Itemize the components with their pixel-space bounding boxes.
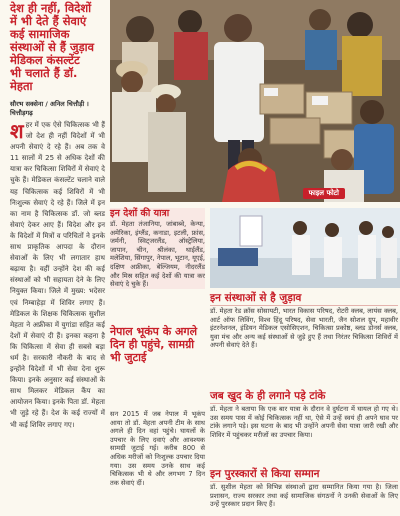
second-photo	[210, 208, 400, 288]
photo-caption: फाइल फोटो	[303, 188, 345, 199]
accident-title: जब खुद के ही लगाने पड़े टांके	[210, 390, 398, 404]
photo-illustration	[110, 0, 400, 202]
associations-section	[210, 292, 398, 350]
headline-line-5: मेडिकल कंसल्टेंट	[10, 53, 80, 67]
countries-section	[110, 208, 205, 289]
awards-text: डॉ. सुशील मेहता को विभिन्न संस्थाओं द्वारा सम्मानित किया गया है। जिला प्रशासन, राज्य सरकार तथा कई सामाजिक संगठनों ने उनकी सेवाओं के लिए उन्हें पुरस्कार प्रदान किए हैं।	[210, 483, 398, 509]
nepal-title: नेपाल भूकंप के अगले दिन ही पहुंचे, सामग्री भी जुटाई	[110, 325, 198, 364]
nepal-section	[110, 325, 205, 364]
clinic-illustration	[210, 208, 400, 288]
nepal-text: सन 2015 में जब नेपाल में भूकंप आया तो डॉ. मेहता अपनी टीम के साथ अगले ही दिन वहां पहुंचे। घायलों के उपचार के लिए दवाएं और आवश्यक सामग्री जुटाई गई। करीब 800 से अधिक मरीजों को निःशुल्क उपचार दिया गया। उस समय उनके साथ कई चिकित्सक भी थे और लगभग 7 दिन तक सेवाएं दीं।	[110, 410, 205, 487]
headline-line-2: में भी देते हैं सेवाएं	[10, 14, 87, 28]
accident-text: डॉ. मेहता ने बताया कि एक बार यात्रा के दौरान वे दुर्घटना में घायल हो गए थे। उस समय पास में कोई चिकित्सक नहीं था, ऐसे में उन्हें स्वयं ही अपने घाव पर टांके लगाने पड़े। इस घटना के बाद भी उन्होंने अपनी सेवा यात्रा जारी रखी और शिविर में पहुंचकर मरीजों का उपचार किया।	[210, 405, 398, 439]
headline-line-6: भी चलाते हैं डॉ.	[10, 66, 78, 80]
headline	[10, 2, 112, 93]
headline-line-4: संस्थाओं से हैं जुड़ाव	[10, 40, 95, 54]
countries-text: डॉ. मेहता तंजानिया, जांबाब्वे, केन्या, अमेरिका, इंग्लैंड, कनाडा, इटली, फ्रांस, जर्मनी, स्विट्जरलैंड, ऑस्ट्रेलिया, जापान, चीन, श्रीलंका, थाईलैंड, मलेशिया, सिंगापुर, नेपाल, भूटान, यूएई, दक्षिण अफ्रीका, बेल्जियम, नीदरलैंड और मिस्र सहित कई देशों की यात्रा कर सेवाएं दे चुके हैं।	[110, 220, 205, 289]
left-body-text: हर में एक ऐसे चिकित्सक भी हैं जो देश ही नहीं विदेशों में भी अपनी सेवाएं दे रहे हैं। अब तक वे 11 सालों में 25 से अधिक देशों की यात्रा कर चिकित्सा शिविरों में सेवाएं दे चुके हैं। मेडिकल कंसल्टेंट चलाने वाले यह चिकित्सक कई शिविरों में भी निःशुल्क सेवाएं दे रहे हैं। जिले में इन का नाम है चिकित्सक डॉ. जो ब्लड सेवाएं देकर आए हैं। विदेश और इन के विदेशों में मित्रों व परिचितों ने इनके साथ प्राकृतिक आपदा के दौरान सेवाओं के लिए भी लगातार हाथ बढ़ाया है। वहीं उन्होंने देश की कई संस्थाओं को भी सहायता देने के लिए नियुक्त किया। जिले में मुख्य: भदेसर एवं निम्बाहेड़ा में शिविर लगाए हैं। मेडिकल के शिक्षक चिकित्सक सुशील मेहता ने अफ्रीका में युगांडा सहित कई देशों में सेवाएं दी हैं। इनका कहना है कि चिकित्सा में सेवा ही सबसे बड़ा धर्म है। सरकारी नौकरी के बाद से इन्होंने विदेशों में भी सेवा देना शुरू किया। इनके अनुसार कई संस्थाओं के साथ मिलकर मेडिकल कैंप का आयोजन किया। इनके पिता डॉ. मेहता भी जुड़े रहे हैं। देश के कई राज्यों में भी कई शिविर लगाए गए।	[10, 121, 105, 429]
main-photo	[110, 0, 400, 202]
awards-section	[210, 468, 398, 509]
left-body	[10, 120, 105, 431]
associations-title: इन संस्थाओं से है जुड़ाव	[210, 292, 398, 306]
headline-line-1: देश ही नहीं, विदेशों	[10, 1, 92, 15]
countries-title: इन देशों की यात्रा	[110, 208, 170, 219]
awards-title: इन पुरस्कारों से किया सम्मान	[210, 468, 398, 482]
dropcap: श	[10, 119, 24, 143]
associations-text: डॉ. मेहता रेड क्रॉस सोसायटी, भारत विकास परिषद, रोटरी क्लब, लायंस क्लब, आर्ट ऑफ लिविंग, विश्व हिंदू परिषद, सेवा भारती, जैन सोशल ग्रुप, महावीर इंटरनेशनल, इंडियन मेडिकल एसोसिएशन, चिकित्सा प्रकोष्ठ, ब्लड डोनर्स क्लब, युवा मंच और अन्य कई संस्थाओं से जुड़े हुए हैं तथा निरंतर चिकित्सा शिविरों में अपनी सेवाएं देते हैं।	[210, 307, 398, 350]
byline: सौरभ सक्सेना / अनिल चित्तौड़ी । चित्तौड़गढ़	[10, 100, 89, 117]
headline-line-7: मेहता	[10, 79, 33, 93]
accident-section	[210, 390, 398, 439]
headline-line-3: कई सामाजिक	[10, 27, 70, 41]
